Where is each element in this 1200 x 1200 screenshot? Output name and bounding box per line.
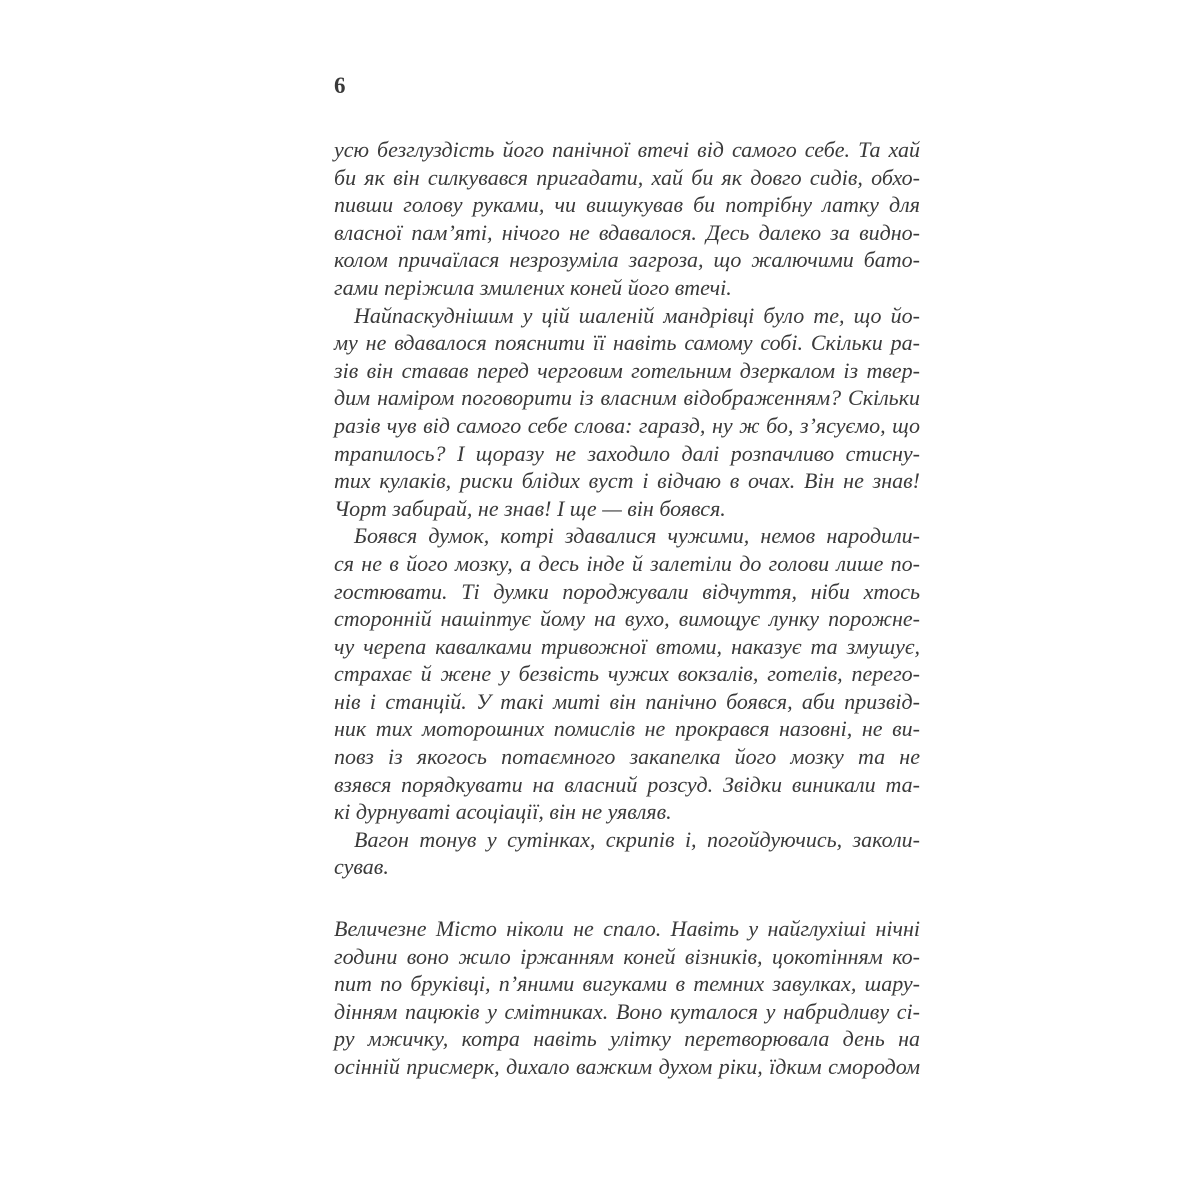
text-line: би як він силкувався пригадати, хай би як довго сидів, обхо- — [334, 164, 920, 190]
paragraph — [334, 522, 920, 826]
text-line: повз із якогось потаємного закапелка його мозку та не — [334, 744, 920, 770]
text-line: колом причаїлася незрозуміла загроза, що жалючими бато- — [334, 247, 920, 273]
text-line: години воно жило іржанням коней візників, цокотінням ко- — [334, 943, 920, 969]
text-block — [334, 136, 920, 1081]
paragraph — [334, 915, 920, 1081]
text-line: усю безглуздість його панічної втечі від самого себе. Та хай — [334, 137, 920, 162]
text-line: разів чув від самого себе слова: гаразд, ну ж бо, з’ясуємо, що — [334, 412, 920, 438]
text-line: ся не в його мозку, а десь інде й залетіли до голови лише по- — [334, 550, 920, 576]
text-line: гами періжила змилених коней його втечі. — [334, 274, 732, 300]
text-line: трапилось? І щоразу не заходило далі розпачливо стисну- — [334, 440, 920, 466]
text-line: Чорт забирай, не знав! І ще — він боявся. — [334, 495, 726, 521]
text-line: Боявся думок, котрі здавалися чужими, немов народили- — [354, 523, 920, 549]
text-line: гостювати. Ті думки породжували відчуття, ніби хтось — [334, 578, 920, 604]
text-line: Величезне Місто ніколи не спало. Навіть у найглухіші нічні — [334, 916, 920, 942]
text-line: Найпаскуднішим у цій шаленій мандрівці було те, що йо- — [354, 302, 920, 328]
paragraph — [334, 302, 920, 523]
text-line: пивши голову руками, чи вишукував би потрібну латку для — [334, 192, 920, 218]
text-line: осінній присмерк, дихало важким духом ріки, їдким смородом — [334, 1054, 920, 1079]
page-number: 6 — [334, 73, 346, 98]
text-line: сував. — [334, 854, 389, 880]
text-line: ник тих моторошних помислів не прокрався назовні, не ви- — [334, 716, 920, 742]
text-line: нів і станцій. У такі миті він панічно боявся, аби призвід- — [334, 688, 920, 714]
text-line: Вагон тонув у сутінках, скрипів і, погойдуючись, заколи- — [354, 826, 920, 852]
text-line: пит по бруківці, п’яними вигуками в темних завулках, шару- — [334, 971, 920, 997]
paragraph — [334, 826, 920, 881]
text-line: власної пам’яті, нічого не вдавалося. Десь далеко за видно- — [334, 219, 920, 245]
text-line: му не вдавалося пояснити її навіть самому собі. Скільки ра- — [334, 330, 920, 356]
text-line: кі дурнуваті асоціації, він не уявляв. — [334, 799, 672, 825]
text-line: дінням пацюків у смітниках. Воно куталося у набридливу сі- — [334, 998, 920, 1024]
text-line: дим наміром поговорити із власним відображенням? Скільки — [334, 385, 920, 411]
text-line: тих кулаків, риски блідих вуст і відчаю в очах. Він не знав! — [334, 468, 920, 494]
text-line: чу черепа кавалками тривожної втоми, наказує та змушує, — [334, 633, 920, 659]
text-line: взявся порядкувати на власний розсуд. Звідки виникали та- — [334, 771, 920, 797]
text-line: зів він ставав перед черговим готельним дзеркалом із твер- — [334, 357, 920, 383]
text-line: страхає й жене у безвість чужих вокзалів, готелів, перего- — [334, 661, 920, 687]
text-line: сторонній нашіптує йому на вухо, вимощує лунку порожне- — [334, 606, 920, 632]
text-line: ру мжичку, котра навіть улітку перетворювала день на — [334, 1026, 920, 1052]
paragraph — [334, 136, 920, 302]
